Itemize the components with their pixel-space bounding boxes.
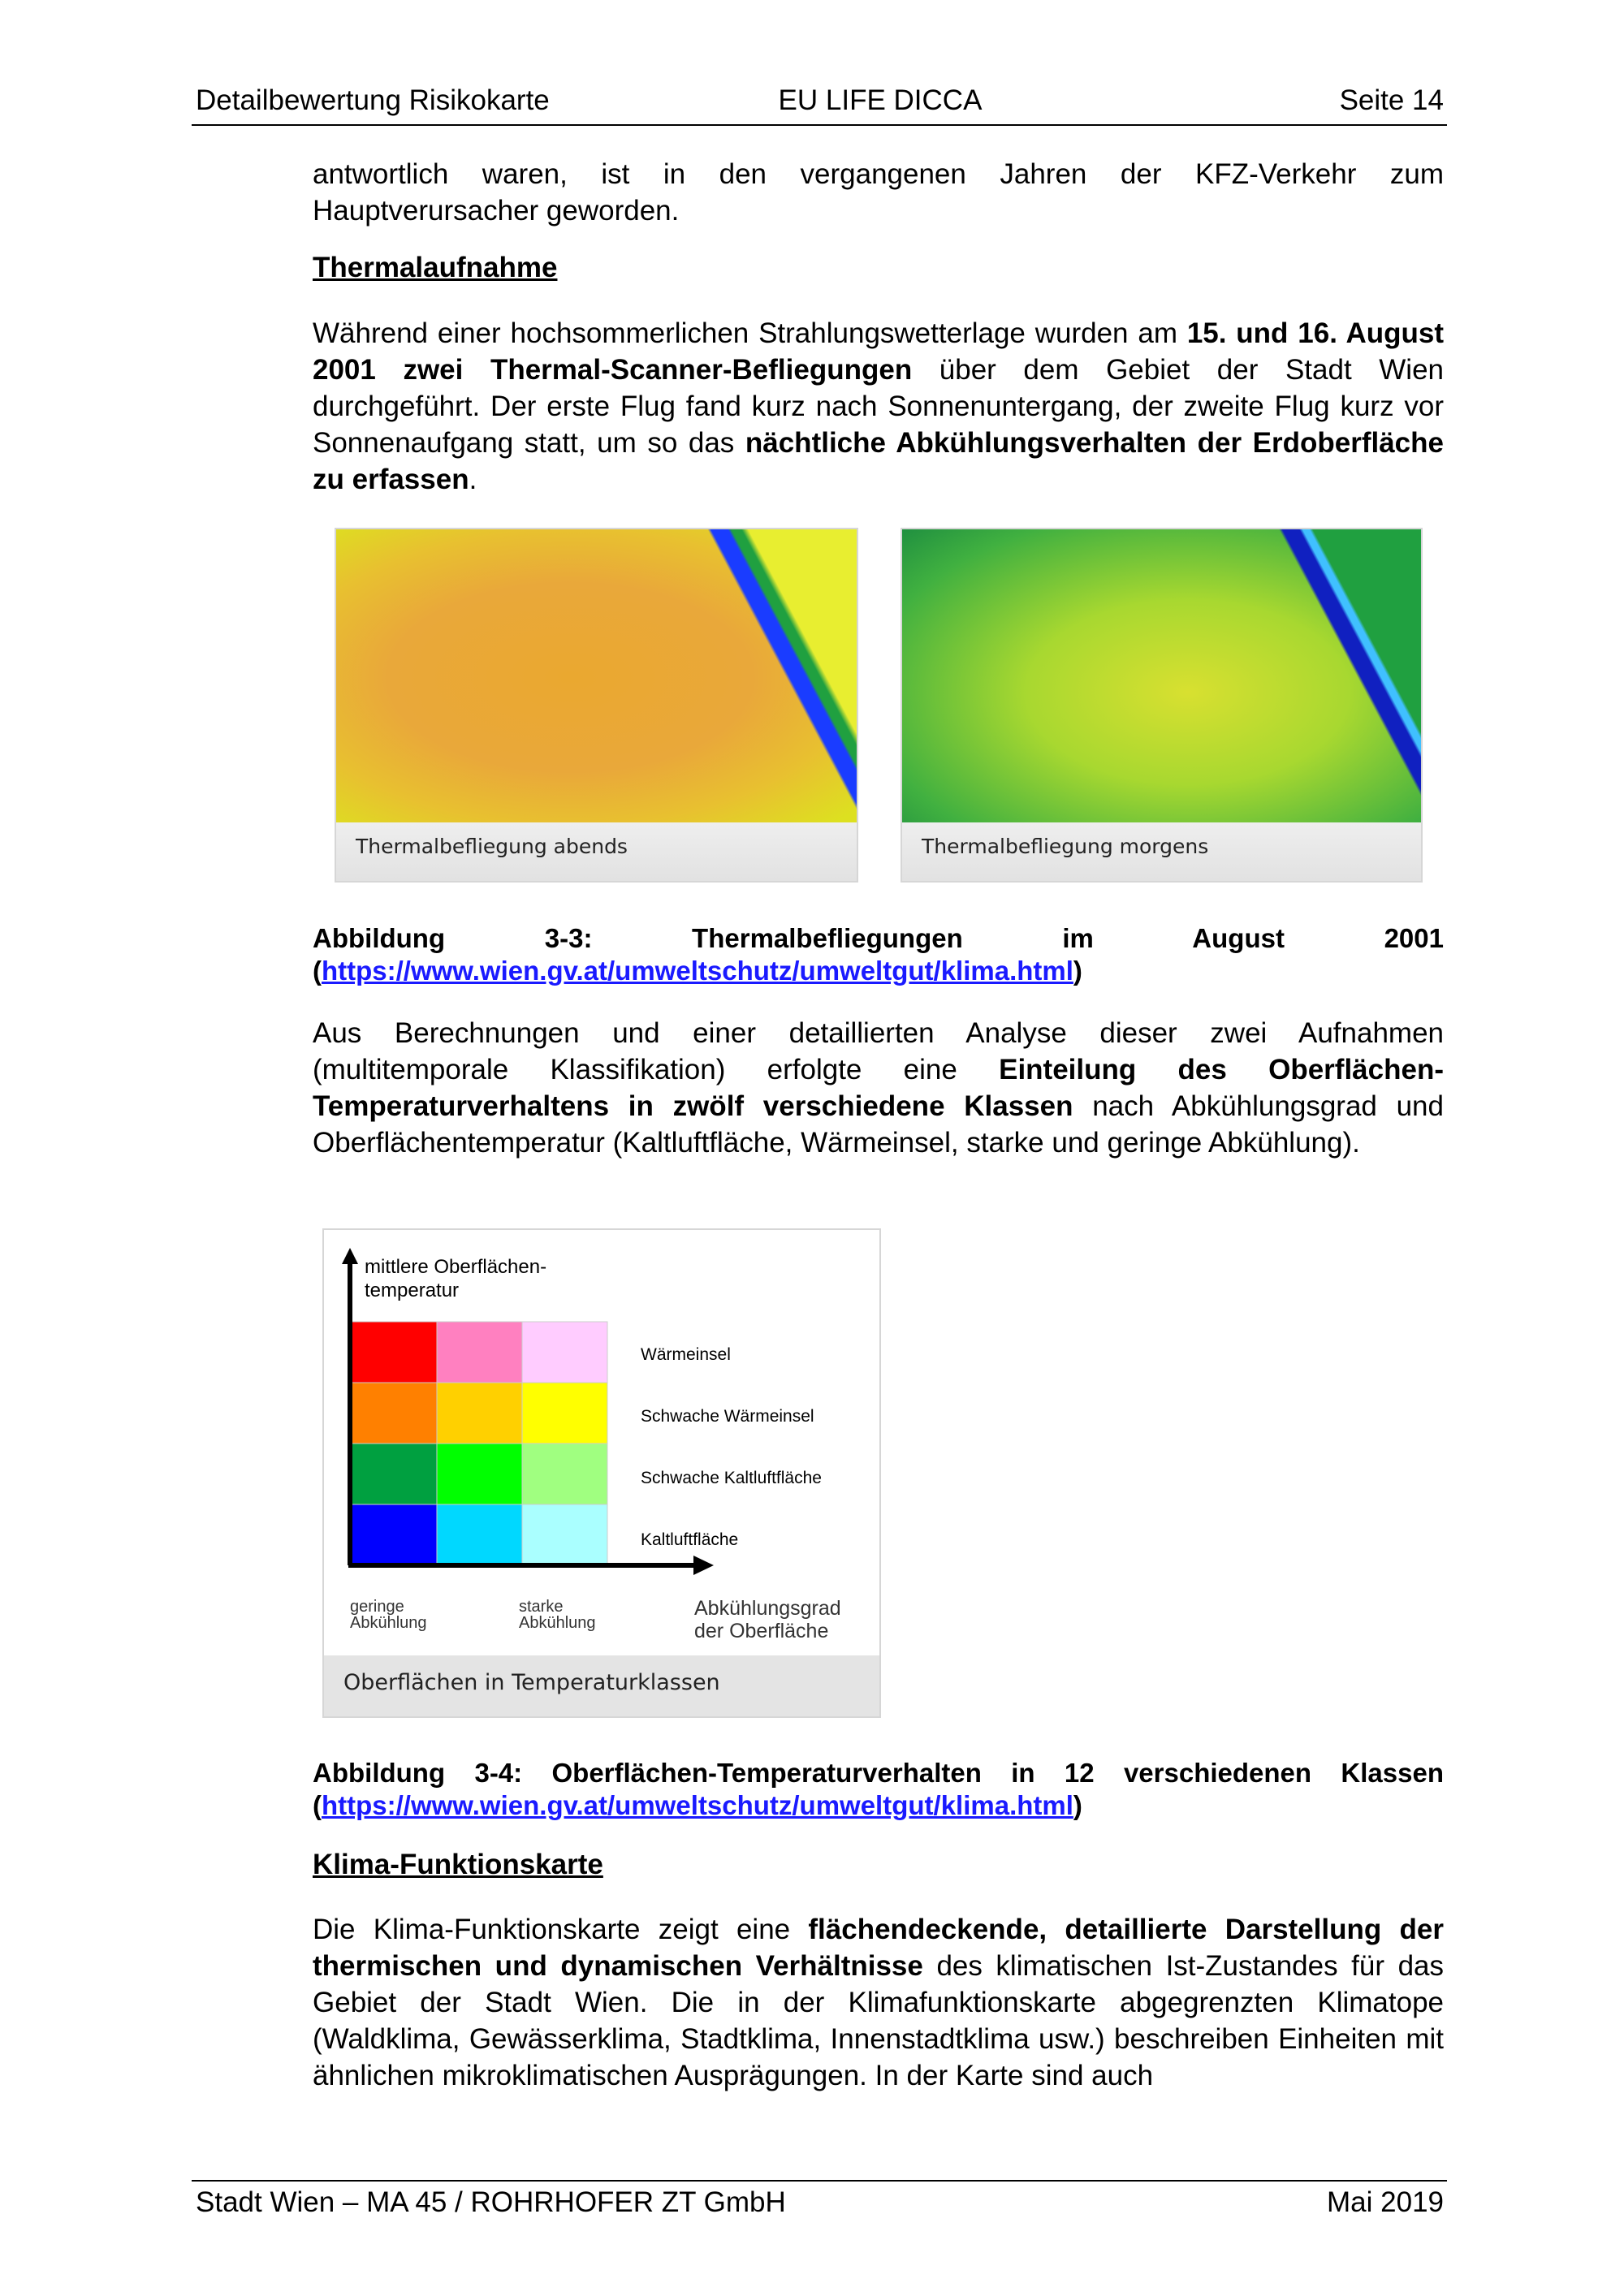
- diagram-caption: Oberflächen in Temperaturklassen: [324, 1655, 879, 1716]
- text: über dem Gebiet der Stadt Wien durchgeführt. Der erste Flug fand kurz nach Sonnenuntergang, der zweite Flug kurz vor Sonnenaufgang statt, um so das: [313, 354, 1445, 459]
- source-link[interactable]: https://www.wien.gv.at/umweltschutz/umweltgut/klima.html: [322, 956, 1073, 986]
- class-cell: [522, 1383, 607, 1444]
- paren: (: [313, 956, 322, 986]
- paren: ): [1073, 956, 1082, 986]
- class-cell: [352, 1444, 437, 1504]
- header-left: Detailbewertung Risikokarte: [196, 84, 550, 116]
- header-right: Seite 14: [1339, 84, 1444, 116]
- class-cell: [437, 1444, 522, 1504]
- class-cell: [437, 1322, 522, 1383]
- source-link[interactable]: https://www.wien.gv.at/umweltschutz/umweltgut/klima.html: [322, 1790, 1073, 1820]
- bold-text: nächtliche Abkühlungsverhalten der Erdoberfläche zu erfassen: [313, 427, 1444, 495]
- paragraph-4: [313, 1911, 1444, 2094]
- x-high-label: Abkühlung: [519, 1614, 596, 1632]
- footer-right: Mai 2019: [1327, 2186, 1444, 2218]
- figure-caption-3-4: Abbildung 3-4: Oberflächen-Temperaturverhalten in 12 verschiedenen Klassen: [313, 1758, 1444, 1788]
- row-label: Kaltluftfläche: [641, 1530, 739, 1549]
- image-caption: Thermalbefliegung morgens: [902, 822, 1421, 881]
- text: .: [469, 464, 477, 495]
- x-axis-label: der Oberfläche: [694, 1620, 829, 1642]
- paragraph-2: [313, 315, 1444, 498]
- class-cell: [352, 1504, 437, 1565]
- y-axis-label: temperatur: [365, 1280, 460, 1301]
- row-label: Schwache Wärmeinsel: [641, 1407, 814, 1426]
- thermal-map-morning: [902, 529, 1421, 826]
- footer-rule: [192, 2180, 1447, 2182]
- paragraph-1: antwortlich waren, ist in den vergangenen Jahren der KFZ-Verkehr zum Hauptverursacher geworden.: [313, 158, 1444, 227]
- footer-left: Stadt Wien – MA 45 / ROHRHOFER ZT GmbH: [196, 2186, 786, 2218]
- class-cell: [437, 1504, 522, 1565]
- thermal-map-evening: [336, 529, 857, 826]
- class-cell: [522, 1322, 607, 1383]
- figure-source-3-4: [313, 1789, 1444, 1822]
- row-label: Wärmeinsel: [641, 1345, 731, 1364]
- header-center: EU LIFE DICCA: [778, 84, 983, 116]
- thermal-image-morning: [901, 528, 1423, 883]
- class-cell: [352, 1383, 437, 1444]
- header-rule: [192, 124, 1447, 126]
- class-cell: [437, 1383, 522, 1444]
- text: nach Abkühlungsgrad und Oberflächentemperatur (Kaltluftfläche, Wärmeinsel, starke und geringe Abkühlung).: [313, 1090, 1444, 1159]
- heading-thermalaufnahme: Thermalaufnahme: [313, 252, 558, 283]
- image-caption: Thermalbefliegung abends: [336, 822, 857, 881]
- bold-text: Einteilung des Oberflächen-Temperaturverhaltens in zwölf verschiedene Klassen: [313, 1054, 1444, 1122]
- paren: (: [313, 1790, 322, 1820]
- thermal-image-evening: [335, 528, 858, 883]
- class-cell: [522, 1504, 607, 1565]
- x-axis-label: Abkühlungsgrad: [694, 1597, 841, 1620]
- heading-klima-funktionskarte: Klima-Funktionskarte: [313, 1849, 603, 1880]
- x-low-label: geringe: [350, 1598, 404, 1616]
- paragraph-3: [313, 1015, 1444, 1161]
- row-label: Schwache Kaltluftfläche: [641, 1469, 822, 1487]
- text: des klimatischen Ist-Zustandes für das Gebiet der Stadt Wien. Die in der Klimafunktionskarte abgegrenzten Klimatope (Waldklima, Gewässerklima, Stadtklima, Innenstadtklima usw.) beschreiben Einheiten mit ähnlichen mikroklimatischen Ausprägungen. In der Karte sind auch: [313, 1950, 1445, 2091]
- x-high-label: starke: [519, 1598, 564, 1616]
- temperature-class-diagram: [322, 1228, 881, 1718]
- y-axis-label: mittlere Oberflächen-: [365, 1256, 547, 1278]
- figure-caption-3-3: Abbildung 3-3: Thermalbefliegungen im August 2001: [313, 923, 1444, 953]
- figure-source-3-3: [313, 955, 1444, 987]
- diagram-svg: [324, 1230, 879, 1660]
- paren: ): [1073, 1790, 1082, 1820]
- class-cell: [522, 1444, 607, 1504]
- class-cell: [352, 1322, 437, 1383]
- bold-text: 15. und 16. August 2001 zwei Thermal-Scanner-Befliegungen: [313, 317, 1444, 386]
- bold-text: flächendeckende, detaillierte Darstellung der thermischen und dynamischen Verhältnisse: [313, 1914, 1444, 1982]
- y-axis-arrow-icon: [342, 1248, 358, 1264]
- text: Aus Berechnungen und einer detaillierten Analyse dieser zwei Aufnahmen (multitemporale Klassifikation) erfolgte eine: [313, 1017, 1444, 1085]
- x-low-label: Abkühlung: [350, 1614, 427, 1632]
- x-axis-arrow-icon: [693, 1556, 714, 1575]
- text: Die Klima-Funktionskarte zeigt eine: [313, 1914, 809, 1945]
- text: Während einer hochsommerlichen Strahlungswetterlage wurden am: [313, 317, 1187, 349]
